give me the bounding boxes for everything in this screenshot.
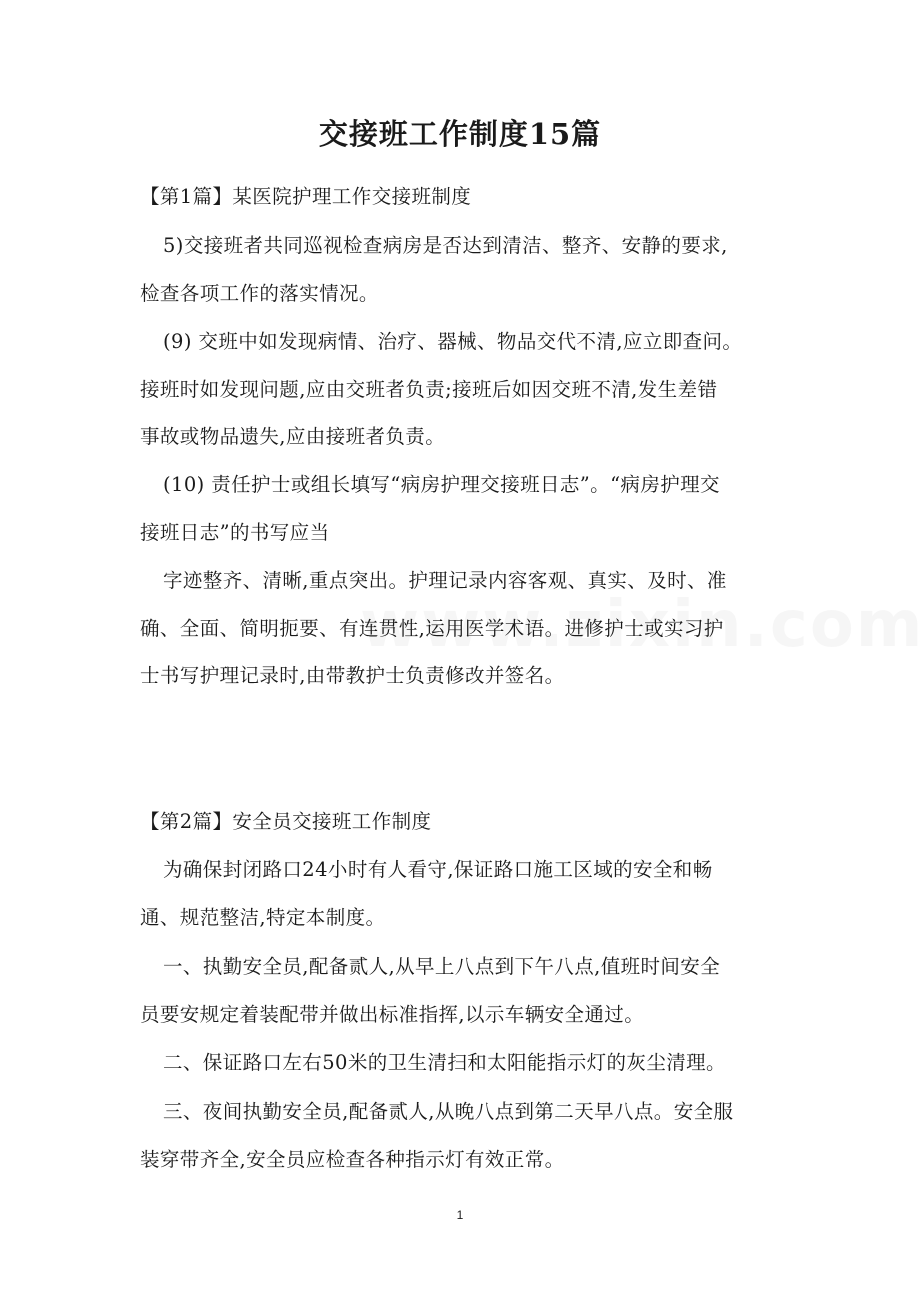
paragraph-line: 士书写护理记录时,由带教护士负责修改并签名。 — [140, 664, 565, 687]
section-heading-2: 【第2篇】安全员交接班工作制度 — [140, 810, 432, 833]
paragraph-line: 事故或物品遗失,应由接班者负责。 — [140, 425, 446, 448]
paragraph-line: 员要安规定着装配带并做出标准指挥,以示车辆安全通过。 — [140, 1003, 645, 1026]
section-heading-1: 【第1篇】某医院护理工作交接班制度 — [140, 185, 472, 208]
paragraph-line: (9) 交班中如发现病情、治疗、器械、物品交代不清,应立即查问。 — [163, 330, 743, 353]
paragraph-line: 三、夜间执勤安全员,配备贰人,从晚八点到第二天早八点。安全服 — [163, 1100, 734, 1123]
paragraph-line: 通、规范整洁,特定本制度。 — [140, 906, 386, 929]
paragraph-line: 二、保证路口左右50米的卫生清扫和太阳能指示灯的灰尘清理。 — [163, 1051, 726, 1074]
paragraph-line: 检查各项工作的落实情况。 — [140, 282, 379, 305]
paragraph-line: 为确保封闭路口24小时有人看守,保证路口施工区域的安全和畅 — [163, 858, 713, 881]
paragraph-line: (10) 责任护士或组长填写“病房护理交接班日志”。“病房护理交 — [163, 473, 720, 496]
paragraph-line: 接班日志”的书写应当 — [140, 521, 330, 544]
paragraph-line: 接班时如发现问题,应由交班者负责;接班后如因交班不清,发生差错 — [140, 378, 718, 401]
paragraph-line: 字迹整齐、清晰,重点突出。护理记录内容客观、真实、及时、准 — [163, 569, 727, 592]
page-title: 交接班工作制度15篇 — [318, 117, 602, 151]
paragraph-line: 一、执勤安全员,配备贰人,从早上八点到下午八点,值班时间安全 — [163, 955, 721, 978]
paragraph-line: 确、全面、简明扼要、有连贯性,运用医学术语。进修护士或实习护 — [140, 617, 724, 640]
paragraph-line: 装穿带齐全,安全员应检查各种指示灯有效正常。 — [140, 1148, 565, 1171]
paragraph-line: 5)交接班者共同巡视检查病房是否达到清洁、整齐、安静的要求, — [163, 234, 728, 257]
page-number: 1 — [456, 1208, 464, 1222]
